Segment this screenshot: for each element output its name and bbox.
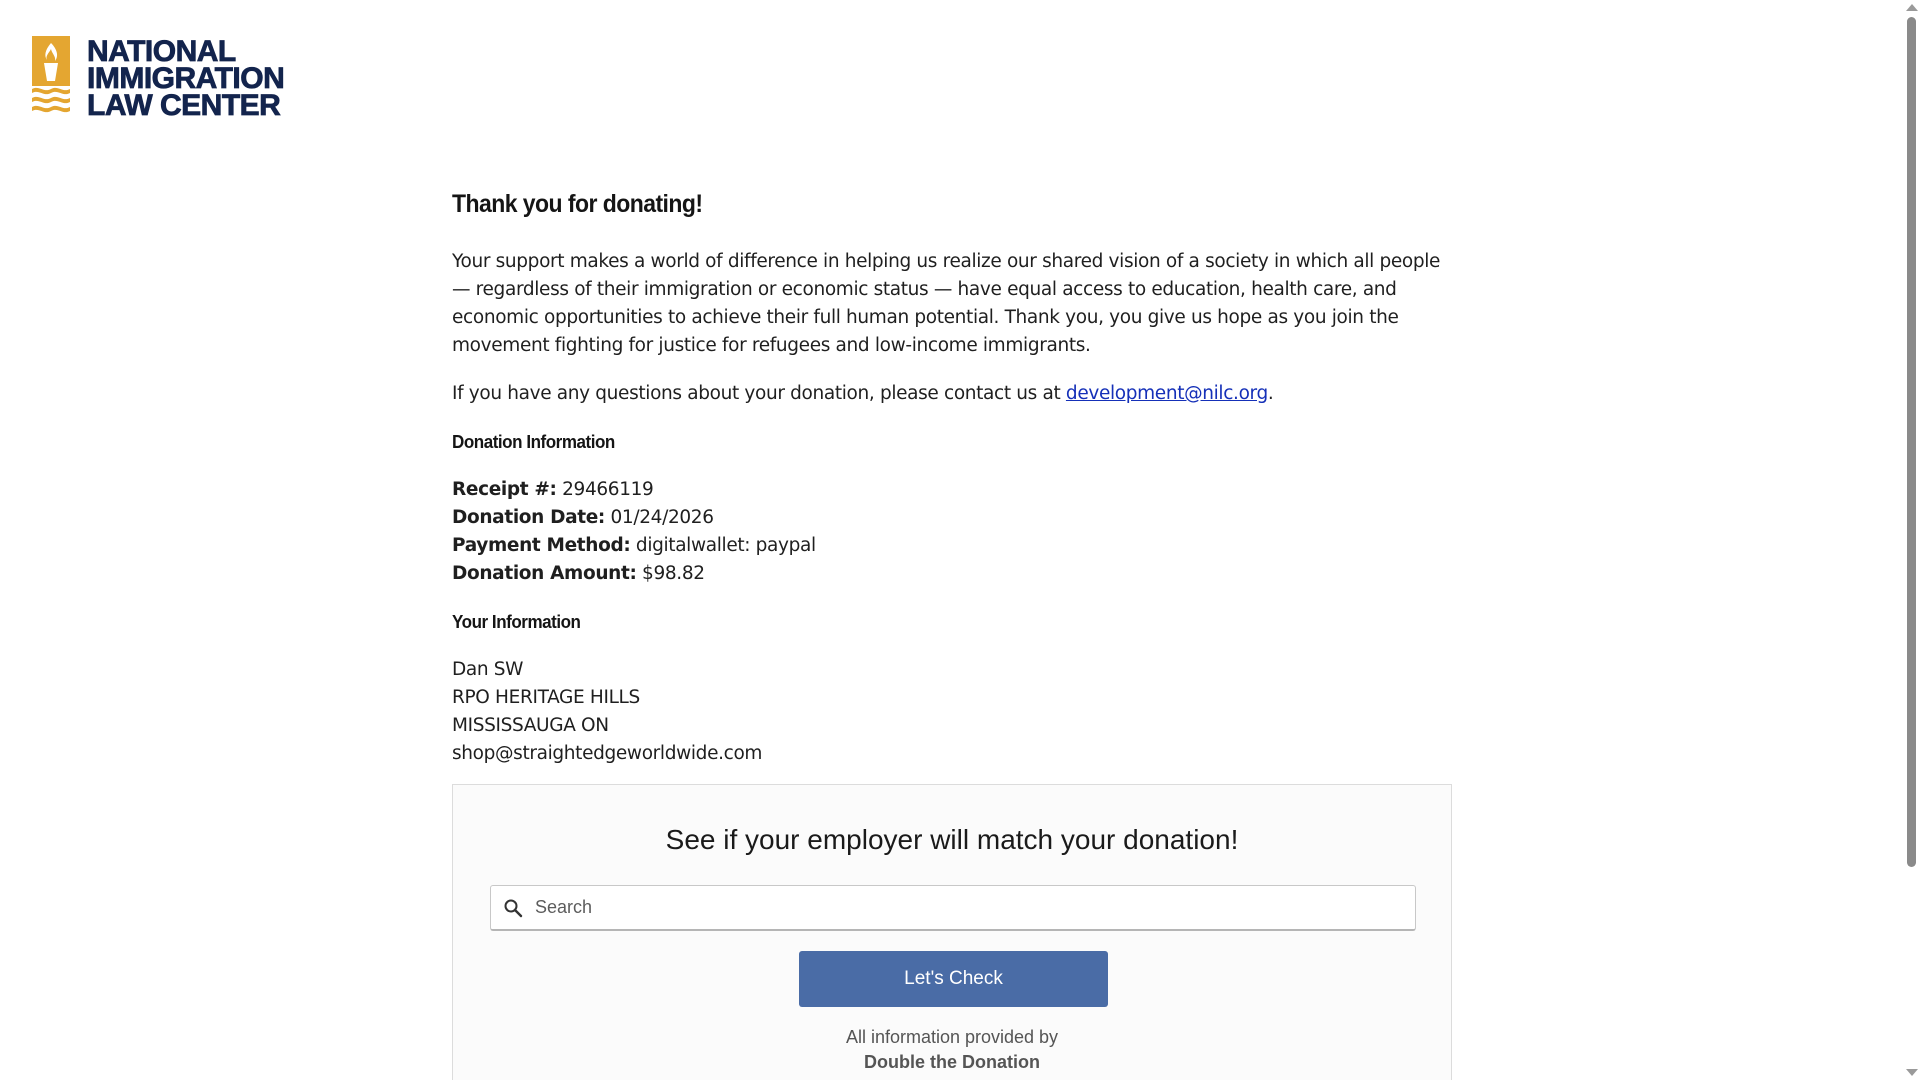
vertical-scrollbar[interactable] [1903, 0, 1920, 1080]
lets-check-button[interactable]: Let's Check [799, 951, 1108, 1007]
page-title: Thank you for donating! [452, 190, 703, 218]
nilc-logo[interactable] [32, 35, 285, 122]
employer-search-input[interactable] [533, 887, 1415, 929]
logo-line-2: IMMIGRATION [87, 62, 285, 95]
donation-date-value: 01/24/2026 [604, 507, 714, 528]
contact-suffix: . [1267, 383, 1274, 404]
match-widget-title: See if your employer will match your donation! [665, 824, 1239, 855]
employer-match-widget [452, 784, 1452, 1080]
donation-amount-label: Donation Amount: [452, 563, 637, 584]
logo-line-1: NATIONAL [87, 35, 236, 68]
donor-address-line-1: RPO HERITAGE HILLS [452, 687, 640, 708]
receipt-value: 29466119 [556, 479, 654, 500]
scroll-up-arrow-icon[interactable] [1906, 4, 1918, 11]
contact-email-link[interactable]: development@nilc.org [1065, 383, 1268, 404]
provider-name: Double the Donation [864, 1052, 1040, 1072]
payment-method-value: digitalwallet: paypal [630, 535, 816, 556]
payment-method-label: Payment Method: [452, 535, 631, 556]
confirmation-content [452, 186, 1454, 786]
logo-wordmark [87, 35, 285, 122]
donation-info-heading: Donation Information [452, 431, 615, 452]
scroll-down-arrow-icon[interactable] [1906, 1069, 1918, 1076]
donation-info-list [452, 476, 1454, 588]
torch-logo-icon [32, 36, 70, 114]
contact-prefix: If you have any questions about your donation, please contact us at [452, 383, 1066, 404]
employer-search-box[interactable] [490, 885, 1416, 931]
your-info-heading: Your Information [452, 611, 581, 632]
provided-by-label: All information provided by [845, 1027, 1059, 1047]
donor-name: Dan SW [452, 659, 524, 680]
receipt-label: Receipt #: [452, 479, 557, 500]
provided-by-text [453, 1025, 1451, 1075]
logo-line-3: LAW CENTER [87, 89, 281, 122]
scrollbar-thumb[interactable] [1907, 17, 1916, 867]
search-icon [503, 898, 523, 918]
donor-email: shop@straightedgeworldwide.com [452, 743, 763, 764]
donation-amount-row [452, 560, 1454, 588]
donor-address-line-2: MISSISSAUGA ON [452, 715, 609, 736]
contact-line [452, 380, 1454, 408]
donor-details [452, 656, 1454, 768]
donation-amount-value: $98.82 [636, 563, 705, 584]
receipt-row [452, 476, 1454, 504]
donation-date-label: Donation Date: [452, 507, 605, 528]
payment-method-row [452, 532, 1454, 560]
donation-date-row [452, 504, 1454, 532]
thank-you-message: Your support makes a world of difference in helping us realize our shared vision of a society in which all people — regardless of their immigration or economic status — have equal access to education, health care, and economic opportunities to achieve their full human potential. Thank you, you give us hope as you join the movement fighting for justice for refugees and low-income immigrants. [452, 251, 1441, 356]
